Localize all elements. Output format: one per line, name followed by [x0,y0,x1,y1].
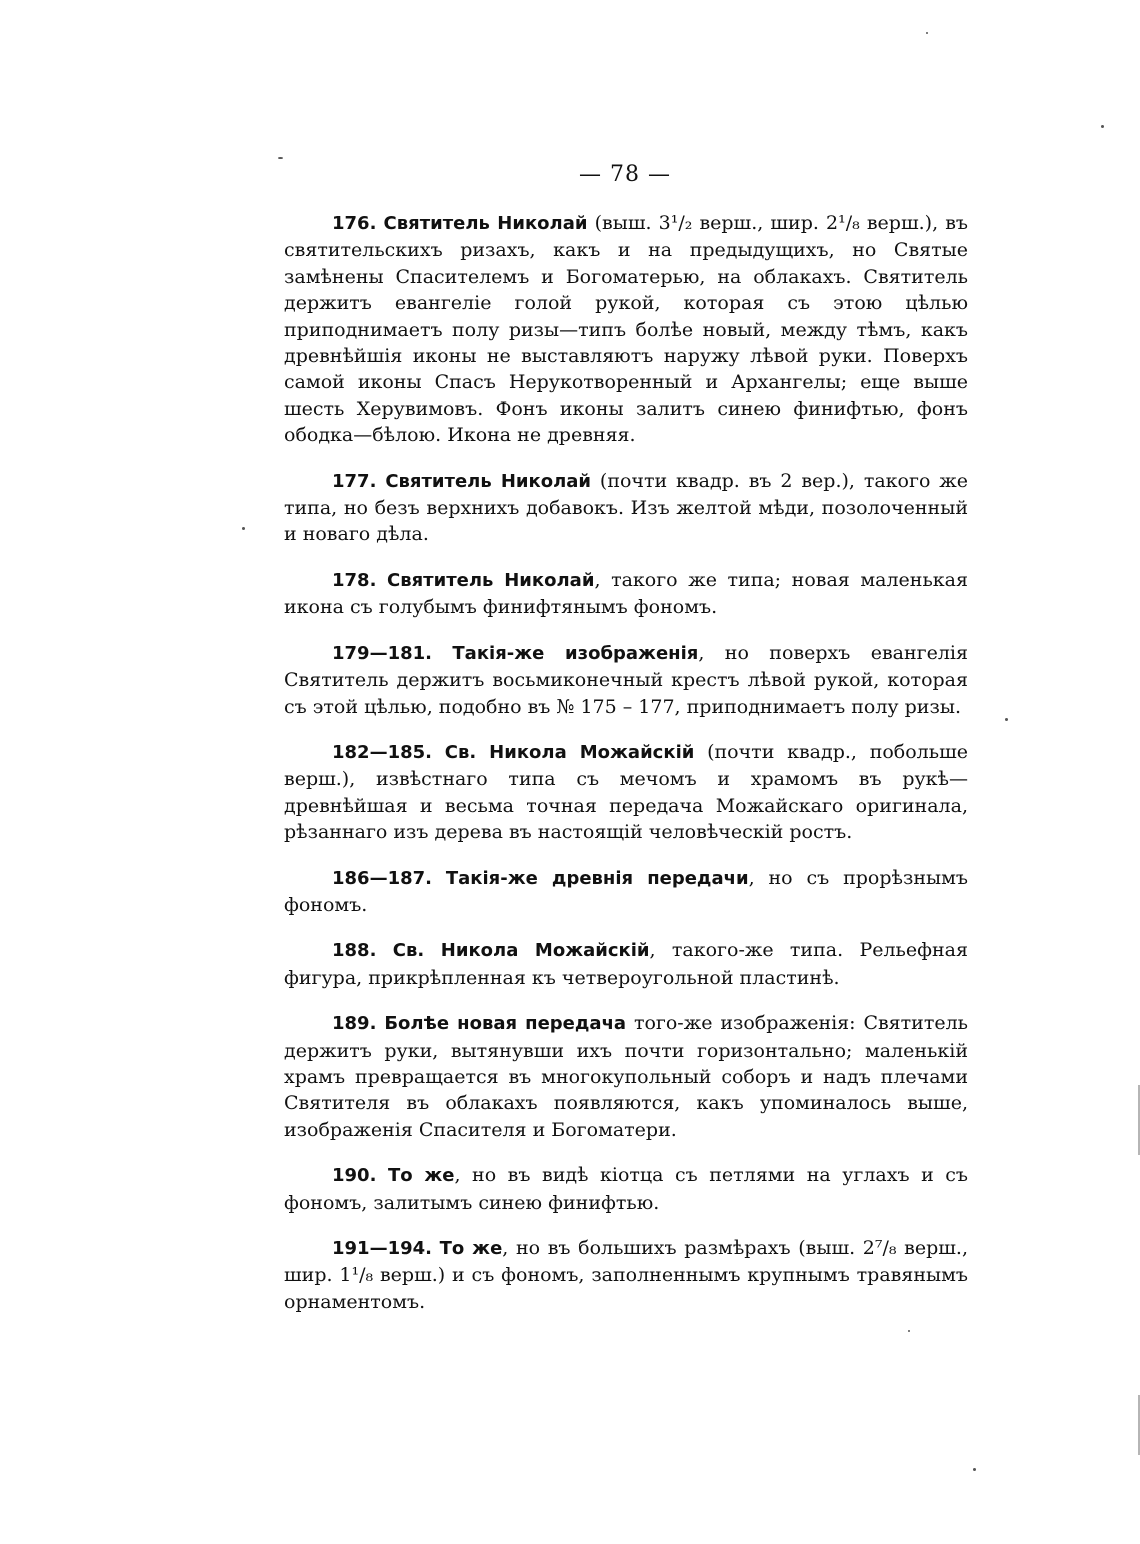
catalog-entry [284,468,968,548]
catalog-entry [284,739,968,846]
entry-title: Святитель Николай [385,470,592,492]
catalog-entry [284,865,968,919]
entry-title: Святитель Николай [387,569,595,591]
entry-number: 177. [332,470,377,492]
entry-number: 191—194. [332,1238,432,1259]
entry-text: , но поверхъ евангелія Святитель держитъ восьмиконечный крестъ лѣвой рукой, которая съ этой цѣлью, подобно въ № 175 – 177, приподнимаетъ полу ризы. [284,641,968,718]
entry-number: 182—185. [332,741,432,763]
scan-speck [926,32,928,34]
catalog-entry [284,937,968,991]
catalog-entry [284,567,968,621]
entry-text: , но съ прорѣзнымъ фономъ. [284,866,968,916]
entry-title: Св. Никола Можайскій [392,940,650,962]
page-body [284,210,968,1334]
entry-title: Такія-же древнія передачи [445,867,749,889]
entry-title: Святитель Николай [383,213,588,234]
catalog-entry [284,640,968,720]
entry-text: , такого же типа; новая маленькая икона съ голубымъ финифтянымъ фономъ. [284,568,968,619]
entry-title: Св. Никола Можайскій [444,741,695,763]
entry-title: Такія-же изображенія [452,642,699,664]
entry-text: того-же изображенія: Святитель держитъ руки, вытянувши ихъ почти горизонтально; маленькій храмъ превращается въ многокупольный соборъ и надъ плечами Святителя въ облакахъ появляются, какъ упоминалось выше, изображенія Спасителя и Богоматери. [284,1012,969,1141]
entry-text: , но въ видѣ кіотца съ петлями на углахъ и съ фономъ, залитымъ синею финифтью. [284,1164,969,1214]
catalog-entry [284,1010,968,1143]
entry-number: 178. [332,569,377,591]
entry-title: То же [439,1238,503,1259]
catalog-entry [284,210,968,449]
entry-text: , такого-же типа. Рельефная фигура, прикрѣпленная къ четвероугольной пластинѣ. [284,939,968,989]
entry-text: (почти квадр., побольше верш.), извѣстнаго типа съ мечомъ и храмомъ въ рукѣ—древнѣйшая и весьма точная передача Можайскаго оригинала, рѣзаннаго изъ дерева въ настоящій человѣческій ростъ. [284,740,969,844]
entry-number: 189. [332,1013,377,1035]
scan-speck [242,527,245,530]
entry-text: , но въ большихъ размѣрахъ (выш. 2⁷/₈ верш., шир. 1¹/₈ верш.) и съ фономъ, заполненнымъ крупнымъ травянымъ орнаментомъ. [284,1237,969,1313]
entry-number: 176. [332,213,377,234]
scan-speck [1005,718,1008,721]
scan-speck [278,157,283,159]
entry-title: Болѣе новая передача [384,1013,627,1035]
scan-speck [973,1468,976,1471]
entry-number: 188. [332,940,377,962]
catalog-entry [284,1162,968,1216]
catalog-entry [284,1235,968,1315]
entry-number: 186—187. [332,867,432,889]
entry-title: То же [387,1165,455,1187]
entry-number: 190. [332,1165,377,1187]
entry-text: (почти квадр. въ 2 вер.), такого же типа, но безъ верхнихъ добавокъ. Изъ желтой мѣди, позолоченный и новаго дѣла. [284,469,968,546]
page-number: — 78 — [579,162,671,187]
entry-number: 179—181. [332,642,432,664]
entry-text: (выш. 3¹/₂ верш., шир. 2¹/₈ верш.), въ святительскихъ ризахъ, какъ и на предыдущихъ, но Святые замѣнены Спасителемъ и Богоматерью, на облакахъ. Святитель держитъ евангеліе голой рукой, которая съ этою цѣлью приподнимаетъ полу ризы—типъ болѣе новый, между тѣмъ, какъ древнѣйшія иконы не выставляютъ наружу лѣвой руки. Поверхъ самой иконы Спасъ Нерукотворенный и Архангелы; еще выше шесть Херувимовъ. Фонъ иконы залитъ синею финифтью, фонъ ободка—бѣлою. Икона не древняя. [284,212,968,447]
scan-speck [908,1330,910,1332]
scan-speck [1101,125,1104,128]
